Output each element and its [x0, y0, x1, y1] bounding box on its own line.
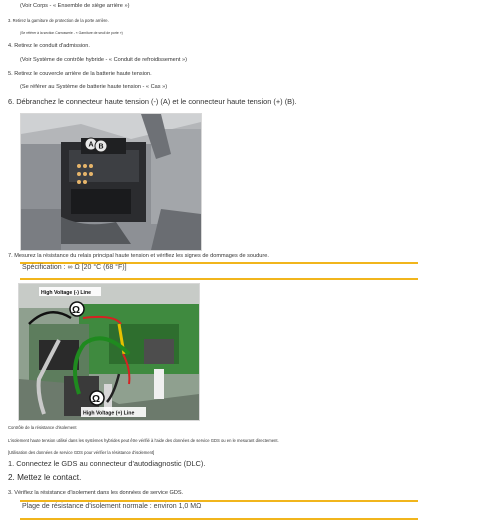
label-a: A — [88, 141, 94, 149]
label-high-voltage-minus: High Voltage (-) Line — [41, 290, 92, 296]
step-3-ref: (Se référer à la section Carrosserie - « Garniture de seuil de porte ») — [20, 31, 123, 35]
spec-infinite-resistance: Spécification : ∞ Ω [20 °C (68 °F)] — [22, 264, 127, 271]
section-title: Contrôle de la résistance d'isolement — [8, 425, 77, 430]
section-subtitle: [Utilisation des données de service GDS pour vérifier la résistance d'isolement] — [8, 450, 155, 455]
spec-rule-bottom — [20, 278, 418, 280]
connector-photo-drawing — [21, 114, 201, 250]
step-3: 3. Retirez la garniture de protection de la porte arrière. — [8, 18, 109, 23]
spec2-rule-top — [20, 500, 418, 502]
spec-isolation-range: Plage de résistance d'isolement normale : environ 1,0 MΩ — [22, 503, 202, 510]
ohm-symbol-top: Ω — [72, 305, 81, 316]
label-b: B — [98, 143, 104, 151]
sub-step-3: 3. Vérifiez la résistance d'isolement dans les données de service GDS. — [8, 490, 184, 496]
label-high-voltage-plus: High Voltage (+) Line — [83, 410, 135, 417]
relay-measurement-figure — [18, 283, 200, 421]
relay-measurement-drawing — [19, 284, 199, 420]
step-5-ref: (Se référer au Système de batterie haute tension - « Cas ») — [20, 84, 168, 90]
connector-photo — [20, 113, 202, 251]
step-4: 4. Retirez le conduit d'admission. — [8, 43, 90, 49]
step-4-ref: (Voir Système de contrôle hybride - « Conduit de refroidissement ») — [20, 57, 187, 63]
ref-rear-seat: (Voir Corps - « Ensemble de siège arrière ») — [20, 3, 130, 9]
step-7: 7. Mesurez la résistance du relais principal haute tension et vérifiez les signes de dommages de soudure. — [8, 253, 269, 259]
ohm-symbol-bottom: Ω — [92, 394, 101, 405]
section-intro: L'isolement haute tension utilisé dans les systèmes hybrides peut être vérifié à l'aide des données de service GDS ou en le mesurant directement. — [8, 438, 279, 443]
step-6: 6. Débranchez le connecteur haute tension (-) (A) et le connecteur haute tension (+) (B). — [8, 97, 297, 106]
sub-step-1: 1. Connectez le GDS au connecteur d'autodiagnostic (DLC). — [8, 459, 206, 468]
step-5: 5. Retirez le couvercle arrière de la batterie haute tension. — [8, 71, 152, 77]
spec2-rule-bottom — [20, 518, 418, 520]
sub-step-2: 2. Mettez le contact. — [8, 473, 82, 482]
